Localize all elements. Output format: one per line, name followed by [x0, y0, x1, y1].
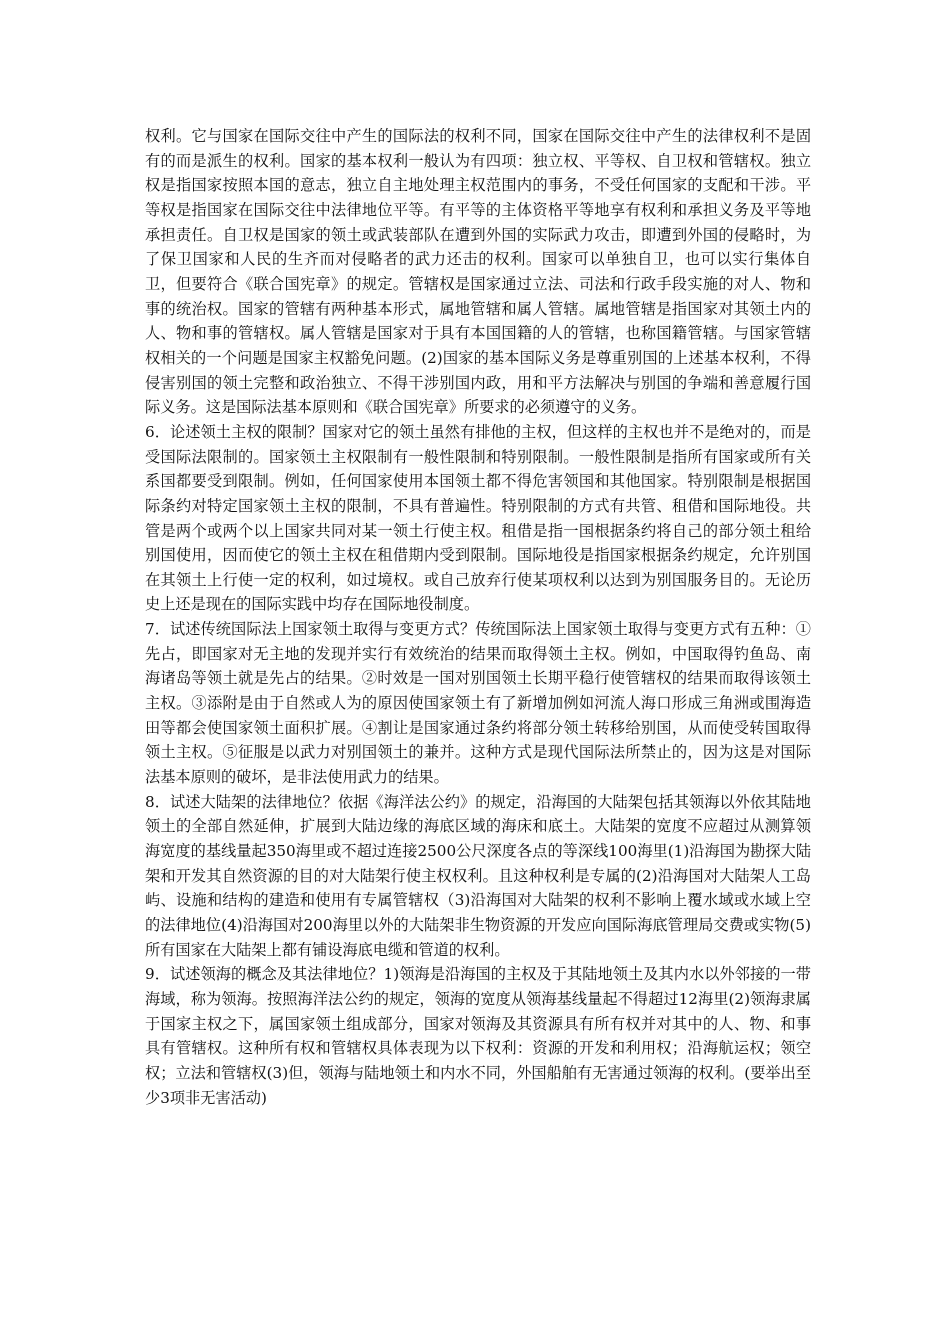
document-page	[145, 124, 811, 1110]
paragraph-q6-territorial-sovereignty-limits: 6．论述领土主权的限制？国家对它的领土虽然有排他的主权，但这样的主权也并不是绝对的，而是受国际法限制的。国家领土主权限制有一般性限制和特别限制。一般性限制是指所有国家或所有关系国都要受到限制。例如，任何国家使用本国领土都不得危害领国和其他国家。特别限制是根据国际条约对特定国家领土主权的限制，不具有普遍性。特别限制的方式有共管、租借和国际地役。共管是两个或两个以上国家共同对某一领土行使主权。租借是指一国根据条约将自己的部分领土租给别国使用，因而使它的领土主权在租借期内受到限制。国际地役是指国家根据条约规定，允许别国在其领土上行使一定的权利，如过境权。或自己放弃行使某项权利以达到为别国服务目的。无论历史上还是现在的国际实践中均存在国际地役制度。	[145, 422, 811, 614]
paragraph-q9-territorial-sea: 9．试述领海的概念及其法律地位？1)领海是沿海国的主权及于其陆地领土及其内水以外邻接的一带海域，称为领海。按照海洋法公约的规定，领海的宽度从领海基线量起不得超过12海里(2)领海隶属于国家主权之下，属国家领土组成部分，国家对领海及其资源具有所有权并对其中的人、物、和事具有管辖权。这种所有权和管辖权具体表现为以下权利：资源的开发和利用权；沿海航运权；领空权；立法和管辖权(3)但，领海与陆地领土和内水不同，外国船舶有无害通过领海的权利。(要举出至少3项非无害活动)	[145, 965, 811, 1107]
paragraph-q8-continental-shelf: 8．试述大陆架的法律地位？依据《海洋法公约》的规定，沿海国的大陆架包括其领海以外依其陆地领土的全部自然延伸，扩展到大陆边缘的海底区域的海床和底土。大陆架的宽度不应超过从测算领海宽度的基线量起350海里或不超过连接2500公尺深度各点的等深线100海里(1)沿海国为勘探大陆架和开发其自然资源的目的对大陆架行使主权权利。且这种权利是专属的(2)沿海国对大陆架人工岛屿、设施和结构的建造和使用有专属管辖权（3)沿海国对大陆架的权利不影响上覆水域或水域上空的法律地位(4)沿海国对200海里以外的大陆架非生物资源的开发应向国际海底管理局交费或实物(5)所有国家在大陆架上都有铺设海底电缆和管道的权利。	[145, 792, 811, 959]
paragraph-q7-territory-acquisition: 7．试述传统国际法上国家领土取得与变更方式？传统国际法上国家领土取得与变更方式有五种：①先占，即国家对无主地的发现并实行有效统治的结果而取得领土主权。例如，中国取得钓鱼岛、南海诸岛等领土就是先占的结果。②时效是一国对别国领土长期平稳行使管辖权的结果而取得该领土主权。③添附是由于自然或人为的原因使国家领土有了新增加例如河流人海口形成三角洲或围海造田等都会使国家领土面积扩展。④割让是国家通过条约将部分领土转移给别国，从而使受转国取得领土主权。⑤征服是以武力对别国领土的兼并。这种方式是现代国际法所禁止的，因为这是对国际法基本原则的破坏，是非法使用武力的结果。	[145, 620, 811, 787]
paragraph-basic-rights: 权利。它与国家在国际交往中产生的国际法的权利不同，国家在国际交往中产生的法律权利不是固有的而是派生的权利。国家的基本权利一般认为有四项：独立权、平等权、自卫权和管辖权。独立权是指国家按照本国的意志，独立自主地处理主权范围内的事务，不受任何国家的支配和干涉。平等权是指国家在国际交往中法律地位平等。有平等的主体资格平等地享有权利和承担义务及平等地承担责任。自卫权是国家的领土或武装部队在遭到外国的实际武力攻击，即遭到外国的侵略时，为了保卫国家和人民的生齐而对侵略者的武力还击的权利。国家可以单独自卫，也可以实行集体自卫，但要符合《联合国宪章》的规定。管辖权是国家通过立法、司法和行政手段实施的对人、物和事的统治权。国家的管辖有两种基本形式，属地管辖和属人管辖。属地管辖是指国家对其领土内的人、物和事的管辖权。属人管辖是国家对于具有本国国籍的人的管辖，也称国籍管辖。与国家管辖权相关的一个问题是国家主权豁免问题。(2)国家的基本国际义务是尊重别国的上述基本权利，不得侵害别国的领土完整和政治独立、不得干涉别国内政，用和平方法解决与别国的争端和善意履行国际义务。这是国际法基本原则和《联合国宪章》所要求的必须遵守的义务。	[145, 127, 811, 417]
